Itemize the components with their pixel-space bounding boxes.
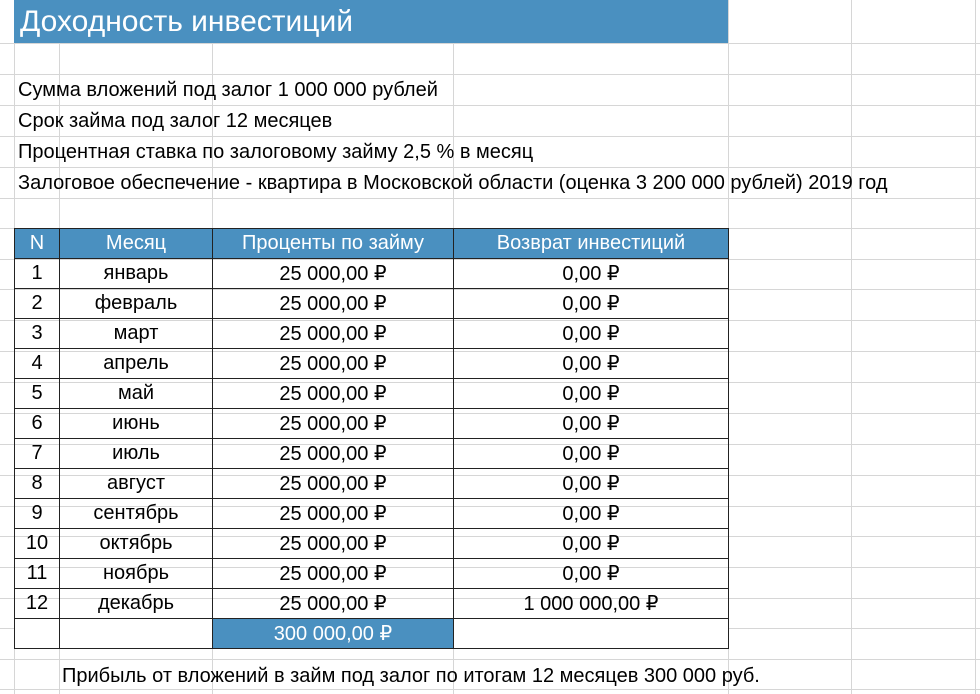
total-interest-cell[interactable]: 300 000,00 ₽	[213, 619, 454, 649]
table-row	[15, 379, 729, 409]
return-cell[interactable]: 0,00 ₽	[454, 349, 729, 379]
interest-cell[interactable]: 25 000,00 ₽	[213, 319, 454, 349]
table-total-row	[15, 619, 729, 649]
row-number-cell[interactable]: 11	[15, 559, 60, 589]
row-number-cell[interactable]: 6	[15, 409, 60, 439]
interest-cell[interactable]: 25 000,00 ₽	[213, 259, 454, 289]
row-number-cell[interactable]: 9	[15, 499, 60, 529]
interest-cell[interactable]: 25 000,00 ₽	[213, 589, 454, 619]
month-cell[interactable]: ноябрь	[60, 559, 213, 589]
returns-table	[14, 228, 729, 649]
header-interest[interactable]: Проценты по займу	[213, 229, 454, 259]
return-cell[interactable]: 0,00 ₽	[454, 409, 729, 439]
interest-cell[interactable]: 25 000,00 ₽	[213, 289, 454, 319]
total-empty-cell[interactable]	[454, 619, 729, 649]
month-cell[interactable]: сентябрь	[60, 499, 213, 529]
month-cell[interactable]: январь	[60, 259, 213, 289]
interest-cell[interactable]: 25 000,00 ₽	[213, 469, 454, 499]
month-cell[interactable]: октябрь	[60, 529, 213, 559]
row-number-cell[interactable]: 10	[15, 529, 60, 559]
return-cell[interactable]: 0,00 ₽	[454, 379, 729, 409]
interest-cell[interactable]: 25 000,00 ₽	[213, 349, 454, 379]
header-month[interactable]: Месяц	[60, 229, 213, 259]
month-cell[interactable]: март	[60, 319, 213, 349]
return-cell[interactable]: 0,00 ₽	[454, 559, 729, 589]
interest-cell[interactable]: 25 000,00 ₽	[213, 499, 454, 529]
row-number-cell[interactable]: 12	[15, 589, 60, 619]
return-cell[interactable]: 0,00 ₽	[454, 439, 729, 469]
table-row	[15, 349, 729, 379]
row-number-cell[interactable]: 3	[15, 319, 60, 349]
info-interest-rate[interactable]: Процентная ставка по залоговому займу 2,5 % в месяц	[18, 141, 534, 163]
table-row	[15, 259, 729, 289]
table-row	[15, 289, 729, 319]
return-cell[interactable]: 0,00 ₽	[454, 259, 729, 289]
sheet-title[interactable]: Доходность инвестиций	[14, 0, 728, 43]
row-number-cell[interactable]: 5	[15, 379, 60, 409]
interest-cell[interactable]: 25 000,00 ₽	[213, 379, 454, 409]
month-cell[interactable]: июль	[60, 439, 213, 469]
table-header-row	[15, 229, 729, 259]
profit-summary[interactable]: Прибыль от вложений в займ под залог по итогам 12 месяцев 300 000 руб.	[62, 665, 760, 687]
table-row	[15, 589, 729, 619]
header-n[interactable]: N	[15, 229, 60, 259]
return-cell[interactable]: 0,00 ₽	[454, 289, 729, 319]
row-number-cell[interactable]: 7	[15, 439, 60, 469]
row-number-cell[interactable]: 2	[15, 289, 60, 319]
table-row	[15, 559, 729, 589]
return-cell[interactable]: 0,00 ₽	[454, 319, 729, 349]
info-loan-term[interactable]: Срок займа под залог 12 месяцев	[18, 110, 333, 132]
month-cell[interactable]: апрель	[60, 349, 213, 379]
interest-cell[interactable]: 25 000,00 ₽	[213, 559, 454, 589]
month-cell[interactable]: июнь	[60, 409, 213, 439]
return-cell[interactable]: 1 000 000,00 ₽	[454, 589, 729, 619]
table-row	[15, 319, 729, 349]
month-cell[interactable]: май	[60, 379, 213, 409]
table-row	[15, 439, 729, 469]
return-cell[interactable]: 0,00 ₽	[454, 469, 729, 499]
interest-cell[interactable]: 25 000,00 ₽	[213, 439, 454, 469]
header-return[interactable]: Возврат инвестиций	[454, 229, 729, 259]
table-row	[15, 469, 729, 499]
month-cell[interactable]: февраль	[60, 289, 213, 319]
interest-cell[interactable]: 25 000,00 ₽	[213, 529, 454, 559]
row-number-cell[interactable]: 4	[15, 349, 60, 379]
total-empty-cell[interactable]	[15, 619, 60, 649]
table-row	[15, 529, 729, 559]
total-empty-cell[interactable]	[60, 619, 213, 649]
return-cell[interactable]: 0,00 ₽	[454, 529, 729, 559]
table-row	[15, 409, 729, 439]
info-collateral[interactable]: Залоговое обеспечение - квартира в Московской области (оценка 3 200 000 рублей) 2019 год	[18, 172, 888, 194]
table-row	[15, 499, 729, 529]
interest-cell[interactable]: 25 000,00 ₽	[213, 409, 454, 439]
row-number-cell[interactable]: 8	[15, 469, 60, 499]
month-cell[interactable]: декабрь	[60, 589, 213, 619]
return-cell[interactable]: 0,00 ₽	[454, 499, 729, 529]
info-investment-sum[interactable]: Сумма вложений под залог 1 000 000 рублей	[18, 79, 438, 101]
row-number-cell[interactable]: 1	[15, 259, 60, 289]
month-cell[interactable]: август	[60, 469, 213, 499]
